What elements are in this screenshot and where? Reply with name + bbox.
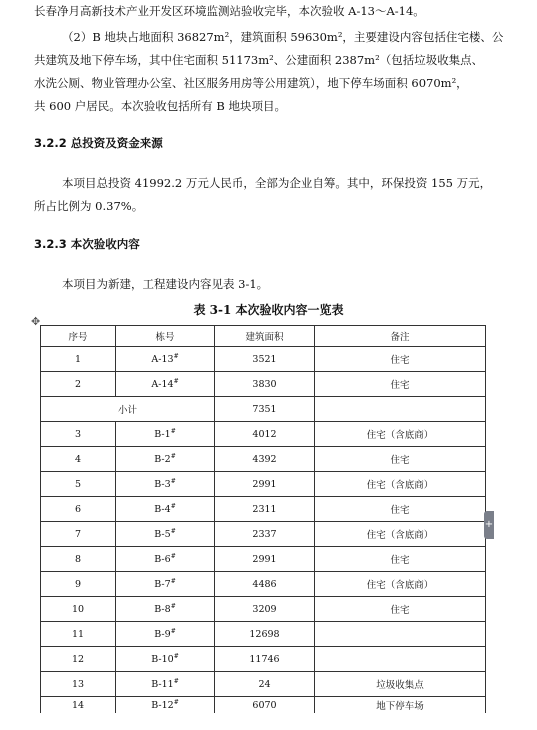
building-label: B-1 [154, 428, 171, 440]
building-number [116, 347, 215, 372]
building-area: 4392 [215, 447, 315, 472]
table-row [41, 472, 486, 497]
remark: 地下停车场 [315, 697, 486, 714]
building-number [116, 547, 215, 572]
remark [315, 647, 486, 672]
building-number [116, 372, 215, 397]
row-number: 8 [41, 547, 116, 572]
building-mark: # [173, 377, 179, 385]
building-area: 3830 [215, 372, 315, 397]
building-number [116, 422, 215, 447]
remark: 垃圾收集点 [315, 672, 486, 697]
building-number [116, 697, 215, 714]
paragraph-line: 所占比例为 0.37%。 [34, 199, 144, 213]
table-row [41, 347, 486, 372]
table-row [41, 447, 486, 472]
subtotal-label: 小计 [41, 397, 215, 422]
paragraph-line: 长春净月高新技术产业开发区环境监测站验收完毕，本次验收 A-13～A-14。 [34, 4, 425, 18]
table-header-row [41, 326, 486, 347]
building-area: 4486 [215, 572, 315, 597]
header-cell: 序号 [41, 326, 116, 347]
building-number [116, 622, 215, 647]
building-label: B-9 [154, 628, 171, 640]
table-row [41, 672, 486, 697]
remark: 住宅 [315, 347, 486, 372]
row-number: 2 [41, 372, 116, 397]
row-number: 10 [41, 597, 116, 622]
building-mark: # [170, 602, 176, 610]
move-icon[interactable]: ✥ [31, 315, 41, 328]
section-heading-3-2-2: 3.2.2 总投资及资金来源 [34, 136, 163, 150]
building-label: B-10 [151, 653, 174, 665]
table-row [41, 422, 486, 447]
row-number: 4 [41, 447, 116, 472]
row-number: 13 [41, 672, 116, 697]
row-number: 6 [41, 497, 116, 522]
building-number [116, 647, 215, 672]
remark [315, 622, 486, 647]
section-heading-3-2-3: 3.2.3 本次验收内容 [34, 237, 140, 251]
subtotal-row [41, 397, 486, 422]
building-mark: # [173, 698, 179, 706]
plus-icon[interactable]: + [484, 511, 494, 539]
building-label: B-2 [154, 453, 171, 465]
row-number: 1 [41, 347, 116, 372]
remark: 住宅 [315, 372, 486, 397]
row-number: 14 [41, 697, 116, 714]
table-caption: 表 3-1 本次验收内容一览表 [193, 303, 344, 317]
remark: 住宅（含底商） [315, 572, 486, 597]
building-mark: # [170, 552, 176, 560]
building-number [116, 597, 215, 622]
building-number [116, 472, 215, 497]
building-area: 2991 [215, 547, 315, 572]
row-number: 9 [41, 572, 116, 597]
row-number: 3 [41, 422, 116, 447]
table-row [41, 372, 486, 397]
table-row [41, 522, 486, 547]
building-mark: # [170, 427, 176, 435]
building-number [116, 572, 215, 597]
building-label: B-3 [154, 478, 171, 490]
building-area: 3209 [215, 597, 315, 622]
paragraph-line: 共 600 户居民。本次验收包括所有 B 地块项目。 [34, 99, 287, 113]
table-row [41, 597, 486, 622]
building-area: 7351 [215, 397, 315, 422]
building-mark: # [170, 527, 176, 535]
building-label: B-12 [151, 699, 174, 711]
row-number: 7 [41, 522, 116, 547]
building-label: B-5 [154, 528, 171, 540]
table-row [41, 622, 486, 647]
remark: 住宅（含底商） [315, 422, 486, 447]
building-mark: # [170, 627, 176, 635]
paragraph-line: 本项目总投资 41992.2 万元人民币，全部为企业自筹。其中，环保投资 155 万元， [62, 176, 492, 190]
building-area: 6070 [215, 697, 315, 714]
building-area: 4012 [215, 422, 315, 447]
row-number: 12 [41, 647, 116, 672]
building-mark: # [170, 577, 176, 585]
remark: 住宅 [315, 597, 486, 622]
building-label: B-7 [154, 578, 171, 590]
building-label: B-8 [154, 603, 171, 615]
row-number: 11 [41, 622, 116, 647]
building-mark: # [170, 477, 176, 485]
building-mark: # [173, 677, 179, 685]
paragraph-line: （2）B 地块占地面积 36827m²，建筑面积 59630m²，主要建设内容包括住宅楼、公 [62, 30, 504, 44]
building-number [116, 497, 215, 522]
table-row [41, 547, 486, 572]
remark: 住宅（含底商） [315, 522, 486, 547]
table-row [41, 497, 486, 522]
building-label: A-13 [151, 353, 174, 365]
building-label: B-4 [154, 503, 171, 515]
building-mark: # [173, 652, 179, 660]
acceptance-table [40, 325, 486, 713]
building-area: 3521 [215, 347, 315, 372]
building-mark: # [170, 452, 176, 460]
building-area: 2311 [215, 497, 315, 522]
remark: 住宅 [315, 497, 486, 522]
building-label: A-14 [151, 378, 174, 390]
remark [315, 397, 486, 422]
building-label: B-6 [154, 553, 171, 565]
row-number: 5 [41, 472, 116, 497]
building-area: 2991 [215, 472, 315, 497]
table-row [41, 697, 486, 714]
header-cell: 栋号 [116, 326, 215, 347]
building-number [116, 672, 215, 697]
building-mark: # [170, 502, 176, 510]
building-number [116, 447, 215, 472]
remark: 住宅 [315, 547, 486, 572]
remark: 住宅 [315, 447, 486, 472]
building-area: 12698 [215, 622, 315, 647]
header-cell: 备注 [315, 326, 486, 347]
remark: 住宅（含底商） [315, 472, 486, 497]
paragraph-line: 共建筑及地下停车场，其中住宅面积 51173m²、公建面积 2387m²（包括垃圾收集点、 [34, 53, 484, 67]
table-row [41, 572, 486, 597]
table-row [41, 647, 486, 672]
building-label: B-11 [151, 678, 174, 690]
paragraph-line: 水洗公厕、物业管理办公室、社区服务用房等公用建筑），地下停车场面积 6070m²， [34, 76, 468, 90]
header-cell: 建筑面积 [215, 326, 315, 347]
building-area: 24 [215, 672, 315, 697]
building-number [116, 522, 215, 547]
building-area: 2337 [215, 522, 315, 547]
building-area: 11746 [215, 647, 315, 672]
paragraph-line: 本项目为新建，工程建设内容见表 3-1。 [62, 277, 269, 291]
building-mark: # [173, 352, 179, 360]
